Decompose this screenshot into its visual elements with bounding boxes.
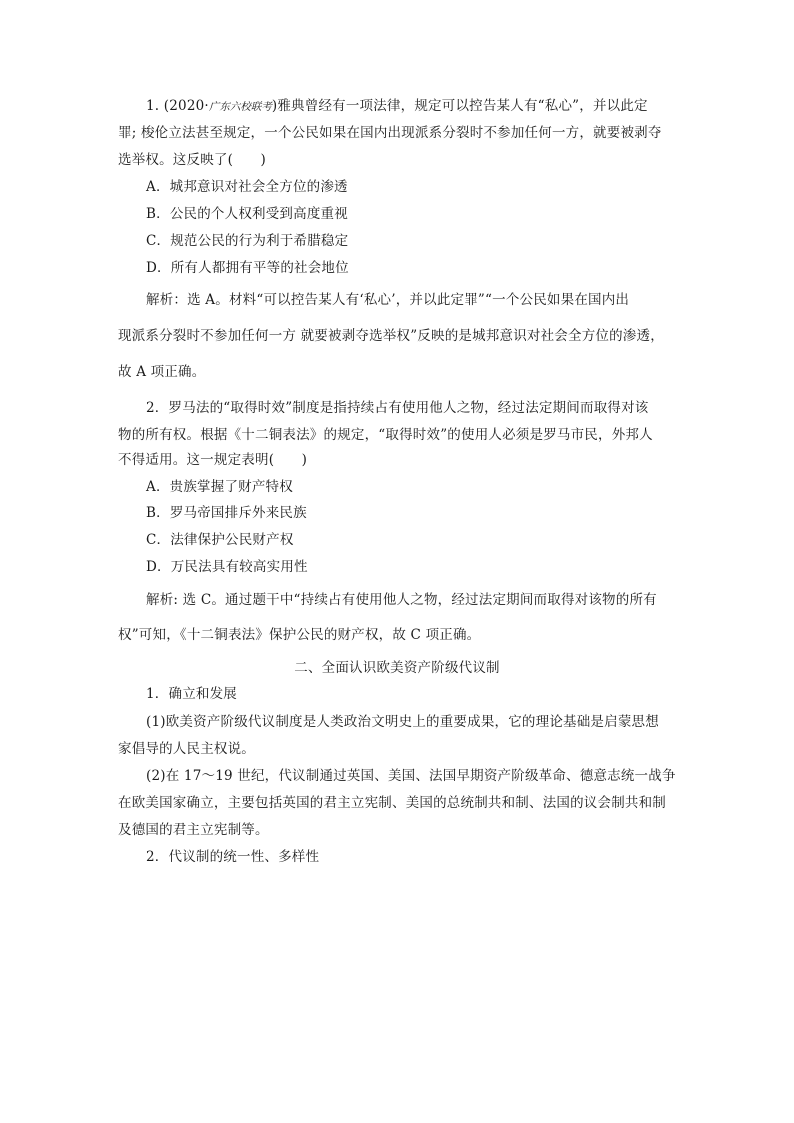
q1-line1-rest: )雅典曾经有一项法律，规定可以控告某人有“私心”，并以此定 (271, 98, 648, 114)
section-p2-line-1: (2)在 17～19 世纪，代议制通过英国、美国、法国早期资产阶级革命、德意志统一战争 (146, 768, 676, 784)
q1-line-3: 选举权。这反映了( ) (118, 152, 266, 168)
q1-analysis-line-2: 现派系分裂时不参加任何一方 就要被剥夺选举权”反映的是城邦意识对社会全方位的渗透， (118, 328, 664, 344)
q2-option-b: B．罗马帝国排斥外来民族 (146, 505, 307, 521)
q1-option-c: C．规范公民的行为利于希腊稳定 (146, 233, 349, 249)
q2-analysis-line-1: 解析: 选 C。通过题干中“持续占有使用他人之物，经过法定期间而取得对该物的所有 (146, 592, 657, 608)
q1-option-b: B．公民的个人权利受到高度重视 (146, 206, 348, 222)
section-p2-line-2: 在欧美国家确立，主要包括英国的君主立宪制、美国的总统制共和制、法国的议会制共和制 (118, 795, 666, 811)
q2-analysis-line-2: 权”可知，《十二铜表法》保护公民的财产权，故 C 项正确。 (118, 627, 481, 643)
q1-option-a: A．城邦意识对社会全方位的渗透 (146, 179, 348, 195)
q1-line-2: 罪; 梭伦立法甚至规定，一个公民如果在国内出现派系分裂时不参加任何一方，就要被剥夺 (118, 125, 662, 141)
q1-line-1 (146, 96, 648, 117)
section-sub-2: 2．代议制的统一性、多样性 (146, 849, 320, 865)
section-p1-line-2: 家倡导的人民主权说。 (118, 741, 255, 757)
q2-line-3: 不得适用。这一规定表明( ) (118, 452, 308, 468)
q1-analysis-line-1: 解析：选 A。材料“可以控告某人有‘私心’，并以此定罪”“一个公民如果在国内出 (146, 292, 630, 308)
q1-source: 广东六校联考 (208, 101, 272, 113)
q2-line-1: 2．罗马法的“取得时效”制度是指持续占有使用他人之物，经过法定期间而取得对该 (146, 400, 649, 416)
q1-option-d: D．所有人都拥有平等的社会地位 (146, 260, 349, 276)
q1-number: 1. (2020· (146, 98, 209, 114)
q2-line-2: 物的所有权。根据《十二铜表法》的规定，“取得时效”的使用人必须是罗马市民，外邦人 (118, 427, 653, 443)
q2-option-a: A．贵族掌握了财产特权 (146, 479, 293, 495)
q2-option-c: C．法律保护公民财产权 (146, 532, 294, 548)
section-p1-line-1: (1)欧美资产阶级代议制度是人类政治文明史上的重要成果，它的理论基础是启蒙思想 (146, 714, 659, 730)
section-sub-1: 1．确立和发展 (146, 686, 237, 702)
q2-option-d: D．万民法具有较高实用性 (146, 559, 308, 575)
section-title: 二、全面认识欧美资产阶级代议制 (294, 660, 500, 676)
section-p2-line-3: 及德国的君主立宪制等。 (118, 822, 269, 838)
q1-analysis-line-3: 故 A 项正确。 (118, 364, 206, 380)
